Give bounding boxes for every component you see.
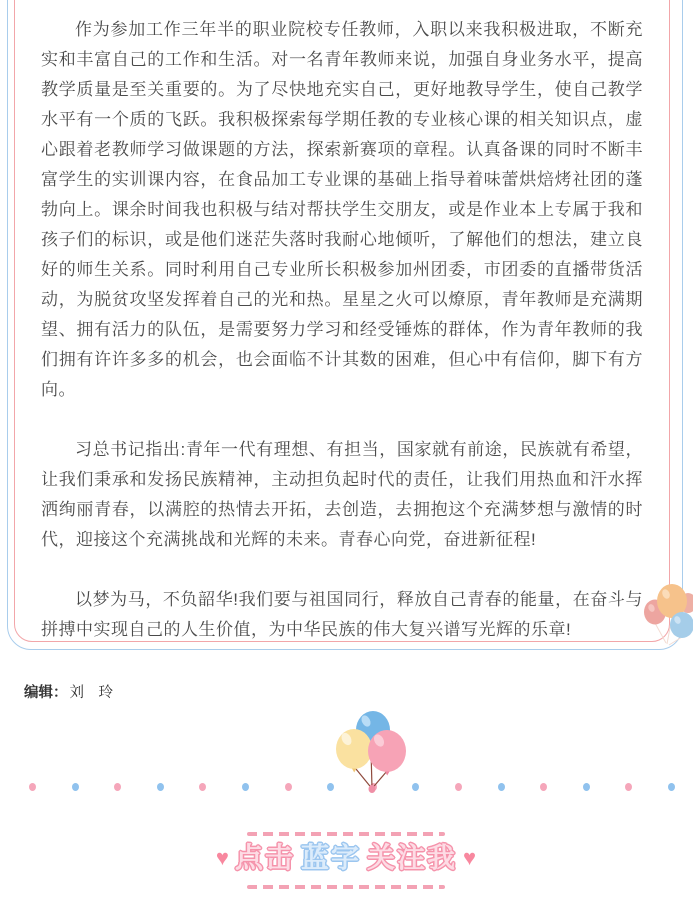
divider-dot bbox=[498, 783, 505, 791]
follow-banner[interactable] bbox=[210, 826, 482, 892]
content-box bbox=[14, 0, 670, 642]
divider-dot bbox=[29, 783, 36, 791]
divider-dot bbox=[583, 783, 590, 791]
divider-dot bbox=[114, 783, 121, 791]
editor-label: 编辑： bbox=[24, 685, 68, 701]
banner-text-click[interactable]: 点击 bbox=[234, 841, 295, 874]
heart-icon: ♥ bbox=[215, 845, 229, 870]
divider-dot bbox=[668, 783, 675, 791]
banner-text-bluetext[interactable]: 蓝字 bbox=[300, 841, 361, 874]
divider-dot bbox=[242, 783, 249, 791]
divider-dot bbox=[157, 783, 164, 791]
divider-dot bbox=[625, 783, 632, 791]
heart-icon: ♥ bbox=[463, 845, 477, 870]
banner-dashed-line-top bbox=[247, 832, 445, 836]
banner-dashed-line-bottom bbox=[247, 885, 445, 889]
article-paragraph: 以梦为马，不负韶华!我们要与祖国同行，释放自己青春的能量，在奋斗与拼搏中实现自己的人生价值，为中华民族的伟大复兴谱写光辉的乐章! bbox=[41, 590, 643, 639]
article-paragraph: 习总书记指出:青年一代有理想、有担当，国家就有前途，民族就有希望，让我们秉承和发扬民族精神，主动担负起时代的责任，让我们用热血和汗水挥洒绚丽青春，以满腔的热情去开拓，去创造，去拥抱这个充满梦想与激情的时代，迎接这个充满挑战和光辉的未来。青春心向党，奋进新征程! bbox=[41, 440, 643, 549]
banner-text-followme[interactable]: 关注我 bbox=[367, 841, 458, 874]
balloon-cluster-icon bbox=[638, 580, 693, 648]
article-paragraph: 作为参加工作三年半的职业院校专任教师，入职以来我积极进取，不断充实和丰富自己的工作和生活。对一名青年教师来说，加强自身业务水平，提高教学质量是至关重要的。为了尽快地充实自己，更好地教导学生，使自己教学水平有一个质的飞跃。我积极探索每学期任教的专业核心课的相关知识点，虚心跟着老教师学习做课题的方法，探索新赛项的章程。认真备课的同时不断丰富学生的实训课内容，在食品加工专业课的基础上指导着味蕾烘焙烤社团的蓬勃向上。课余时间我也积极与结对帮扶学生交朋友，或是作业本上专属于我和孩子们的标识，或是他们迷茫失落时我耐心地倾听，了解他们的想法，建立良好的师生关系。同时利用自己专业所长积极参加州团委，市团委的直播带货活动，为脱贫攻坚发挥着自己的光和热。星星之火可以燎原，青年教师是充满期望、拥有活力的队伍，是需要努力学习和经受锤炼的群体，作为青年教师的我们拥有许许多多的机会，也会面临不计其数的困难，但心中有信仰，脚下有方向。 bbox=[41, 20, 643, 399]
editor-credit bbox=[24, 681, 113, 702]
divider-dot bbox=[285, 783, 292, 791]
divider-dot bbox=[455, 783, 462, 791]
divider-dot bbox=[540, 783, 547, 791]
editor-name: 刘 玲 bbox=[69, 685, 113, 701]
divider-dot bbox=[72, 783, 79, 791]
divider-dot bbox=[199, 783, 206, 791]
balloon-bouquet-icon bbox=[325, 708, 415, 796]
follow-banner-text-row[interactable] bbox=[210, 838, 482, 878]
